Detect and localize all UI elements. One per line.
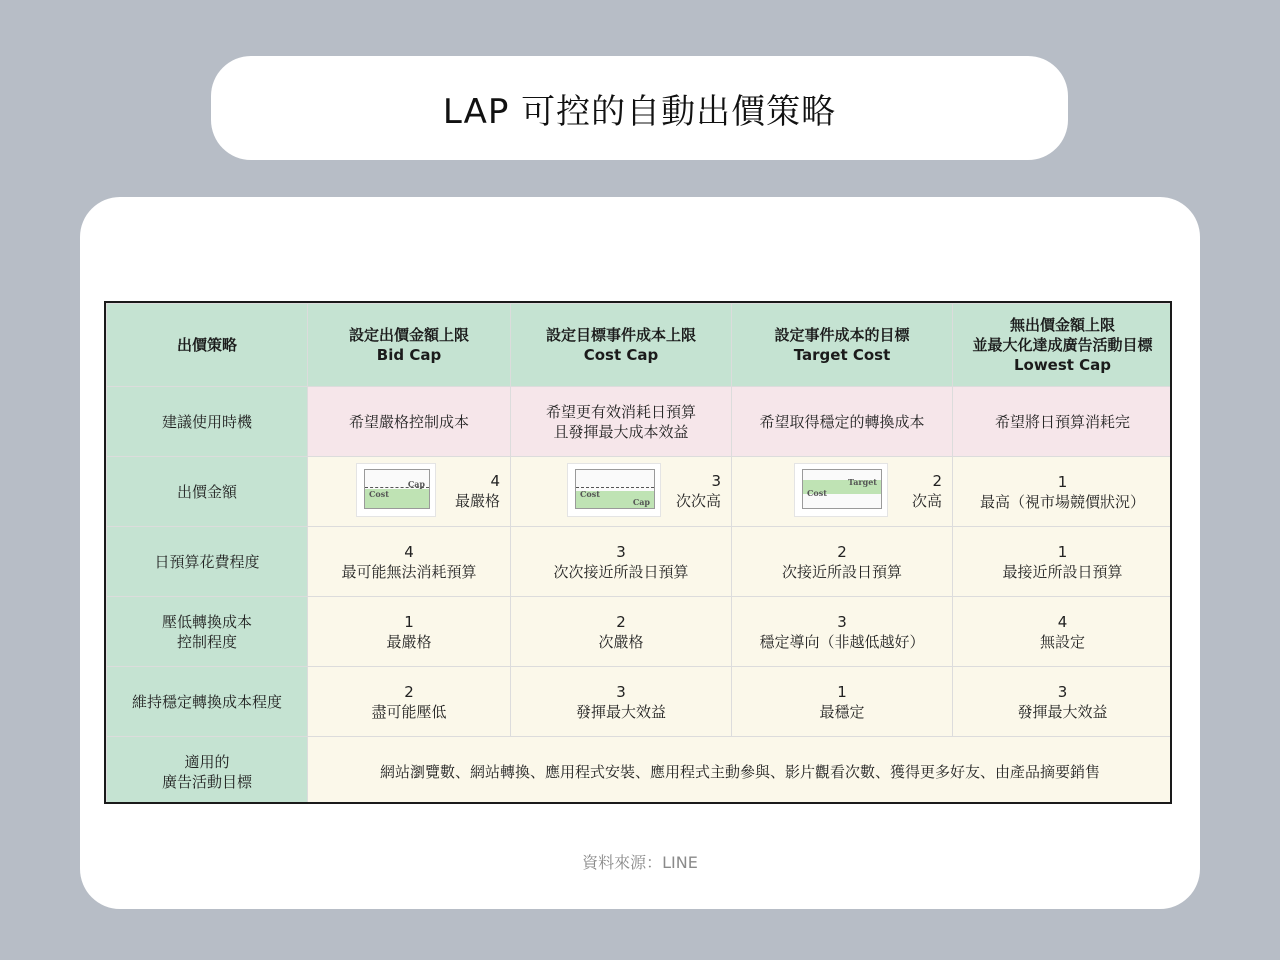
row-label-line: 控制程度 — [176, 632, 237, 651]
header-line: Bid Cap — [376, 346, 442, 364]
rank-text: 最嚴格 — [386, 632, 432, 651]
rank-number: 2 — [932, 472, 942, 490]
budget-cell-target-cost — [732, 527, 953, 597]
header-row — [107, 304, 1173, 387]
rank-number: 3 — [616, 542, 626, 561]
diagram-frame — [802, 469, 882, 509]
row-label-timing: 建議使用時機 — [107, 387, 308, 457]
header-cost-cap — [511, 304, 732, 387]
rank-text: 穩定導向（非越低越好） — [759, 632, 925, 651]
row-label-stable: 維持穩定轉換成本程度 — [107, 667, 308, 737]
cap-label: Cap — [632, 497, 650, 507]
timing-cell-bid-cap — [308, 387, 511, 457]
stable-cell-lowest-cap — [953, 667, 1173, 737]
source-caption: 資料來源：LINE — [582, 853, 698, 872]
cost-label: Cost — [369, 489, 389, 499]
rank-text: 次接近所設日預算 — [781, 562, 902, 581]
cost-label: Cost — [807, 488, 827, 498]
row-label-line: 廣告活動目標 — [161, 772, 252, 791]
header-line: Cost Cap — [583, 346, 659, 364]
rank-number: 2 — [616, 612, 626, 631]
rank-text: 最可能無法消耗預算 — [341, 562, 477, 581]
rank-text: 最接近所設日預算 — [1002, 562, 1123, 581]
timing-cell-lowest-cap — [953, 387, 1173, 457]
cell-text: 希望更有效消耗日預算 — [545, 402, 696, 421]
budget-row — [107, 527, 1173, 597]
header-line: 設定事件成本的目標 — [774, 326, 910, 344]
diagram-frame — [575, 469, 655, 509]
rank-text: 無設定 — [1039, 632, 1085, 651]
stable-row — [107, 667, 1173, 737]
cell-text: 希望嚴格控制成本 — [348, 412, 469, 431]
cell-text: 希望將日預算消耗完 — [994, 412, 1130, 431]
goals-row — [107, 737, 1173, 805]
rank-text: 最嚴格 — [454, 492, 500, 510]
header-line: Lowest Cap — [1013, 356, 1112, 374]
bid-cell-lowest-cap — [953, 457, 1173, 527]
bid-cell-bid-cap — [308, 457, 511, 527]
header-line: 設定目標事件成本上限 — [545, 326, 696, 344]
row-label-goals — [107, 737, 308, 805]
lowcost-cell-cost-cap — [511, 597, 732, 667]
rank-text: 發揮最大效益 — [1017, 702, 1108, 721]
bid-cell-target-cost — [732, 457, 953, 527]
bid-row — [107, 457, 1173, 527]
lowcost-row — [107, 597, 1173, 667]
bid-rank — [676, 471, 721, 511]
lowcost-cell-lowest-cap — [953, 597, 1173, 667]
target-label: Target — [848, 477, 877, 487]
cell-text: 希望取得穩定的轉換成本 — [759, 412, 925, 431]
row-label-line: 適用的 — [184, 752, 230, 771]
row-label-budget: 日預算花費程度 — [107, 527, 308, 597]
rank-text: 最高（視市場競價狀況） — [979, 492, 1145, 511]
header-line: 並最大化達成廣告活動目標 — [972, 336, 1153, 354]
bid-cap-diagram — [356, 463, 436, 517]
lowcost-cell-bid-cap — [308, 597, 511, 667]
rank-number: 4 — [404, 542, 414, 561]
rank-number: 1 — [1057, 472, 1068, 491]
rank-text: 次次接近所設日預算 — [553, 562, 689, 581]
bid-strategy-table — [104, 301, 1172, 804]
rank-number: 1 — [1057, 542, 1068, 561]
timing-row — [107, 387, 1173, 457]
row-label-bid: 出價金額 — [107, 457, 308, 527]
target-cost-diagram — [794, 463, 888, 517]
rank-number: 4 — [490, 472, 500, 490]
header-corner: 出價策略 — [107, 304, 308, 387]
header-line: 設定出價金額上限 — [348, 326, 469, 344]
rank-number: 1 — [404, 612, 414, 631]
cost-label: Cost — [580, 489, 600, 499]
stable-cell-bid-cap — [308, 667, 511, 737]
header-lowest-cap — [953, 304, 1173, 387]
rank-number: 1 — [837, 682, 847, 701]
rank-number: 3 — [837, 612, 847, 631]
header-line: Target Cost — [793, 346, 891, 364]
header-target-cost — [732, 304, 953, 387]
row-label-lowcost — [107, 597, 308, 667]
page-title: LAP 可控的自動出價策略 — [442, 91, 837, 132]
row-label-line: 壓低轉換成本 — [161, 612, 252, 631]
bid-rank — [455, 471, 500, 511]
budget-cell-lowest-cap — [953, 527, 1173, 597]
budget-cell-cost-cap — [511, 527, 732, 597]
bid-cell-cost-cap — [511, 457, 732, 527]
diagram-frame — [364, 469, 430, 509]
rank-text: 發揮最大效益 — [575, 702, 666, 721]
header-bid-cap — [308, 304, 511, 387]
cap-label: Cap — [407, 479, 425, 489]
bid-rank — [912, 471, 942, 511]
stable-cell-target-cost — [732, 667, 953, 737]
rank-number: 3 — [1057, 682, 1068, 701]
timing-cell-target-cost — [732, 387, 953, 457]
comparison-table — [106, 303, 1172, 804]
rank-text: 最穩定 — [819, 702, 865, 721]
cost-cap-diagram — [567, 463, 661, 517]
goals-cell: 網站瀏覽數、網站轉換、應用程式安裝、應用程式主動參與、影片觀看次數、獲得更多好友、由產品摘要銷售 — [308, 737, 1173, 805]
rank-text: 次高 — [911, 492, 942, 510]
lowcost-cell-target-cost — [732, 597, 953, 667]
rank-text: 次次高 — [675, 492, 721, 510]
rank-number: 3 — [616, 682, 626, 701]
rank-text: 盡可能壓低 — [371, 702, 447, 721]
rank-number: 3 — [711, 472, 721, 490]
title-banner — [211, 56, 1068, 160]
header-line: 無出價金額上限 — [1009, 316, 1115, 334]
budget-cell-bid-cap — [308, 527, 511, 597]
cell-text: 且發揮最大成本效益 — [553, 422, 689, 441]
rank-number: 2 — [404, 682, 414, 701]
rank-text: 次嚴格 — [598, 632, 644, 651]
stable-cell-cost-cap — [511, 667, 732, 737]
rank-number: 4 — [1057, 612, 1068, 631]
timing-cell-cost-cap — [511, 387, 732, 457]
rank-number: 2 — [837, 542, 847, 561]
